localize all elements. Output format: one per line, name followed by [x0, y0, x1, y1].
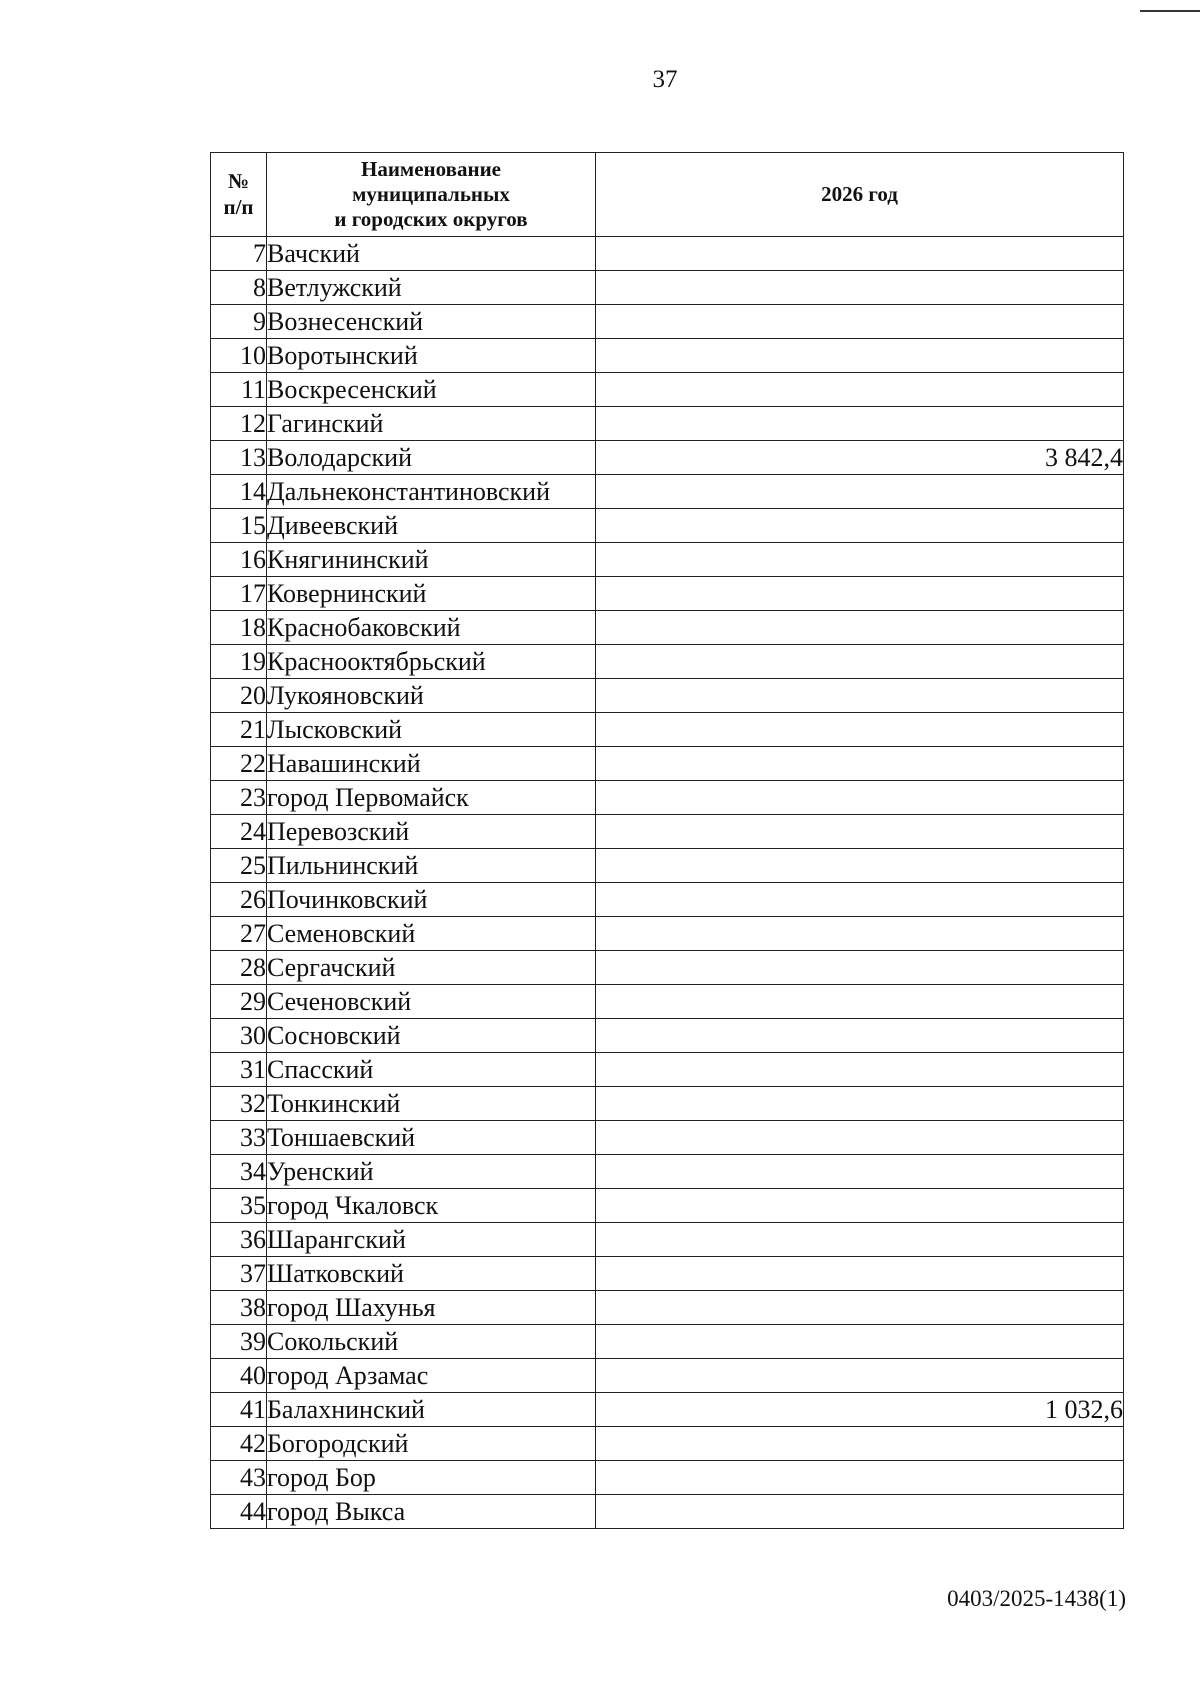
row-value [596, 883, 1124, 917]
row-name: Гагинский [267, 407, 596, 441]
row-name: Балахнинский [267, 1393, 596, 1427]
table-row [211, 951, 1124, 985]
row-number: 18 [211, 611, 267, 645]
table-row [211, 1495, 1124, 1529]
table-row [211, 577, 1124, 611]
page-number: 37 [652, 66, 678, 93]
row-value: 1 032,6 [596, 1393, 1124, 1427]
row-number: 19 [211, 645, 267, 679]
row-name: Дальнеконстантиновский [267, 475, 596, 509]
row-name: Краснооктябрьский [267, 645, 596, 679]
row-name: город Выкса [267, 1495, 596, 1529]
table-row [211, 407, 1124, 441]
row-number: 23 [211, 781, 267, 815]
row-name: город Шахунья [267, 1291, 596, 1325]
row-number: 35 [211, 1189, 267, 1223]
row-name: Починковский [267, 883, 596, 917]
row-name: Семеновский [267, 917, 596, 951]
row-number: 15 [211, 509, 267, 543]
table-row [211, 1189, 1124, 1223]
row-name: город Арзамас [267, 1359, 596, 1393]
row-value [596, 1223, 1124, 1257]
corner-mark [1140, 0, 1200, 12]
row-value [596, 509, 1124, 543]
table-row [211, 475, 1124, 509]
row-name: Сергачский [267, 951, 596, 985]
table-row [211, 645, 1124, 679]
row-name: Сокольский [267, 1325, 596, 1359]
table-row [211, 917, 1124, 951]
row-value [596, 1461, 1124, 1495]
table-row [211, 543, 1124, 577]
row-number: 13 [211, 441, 267, 475]
table-row [211, 883, 1124, 917]
row-value [596, 1189, 1124, 1223]
row-value [596, 645, 1124, 679]
table-row [211, 271, 1124, 305]
row-number: 9 [211, 305, 267, 339]
table-row [211, 1427, 1124, 1461]
row-number: 44 [211, 1495, 267, 1529]
table-row [211, 781, 1124, 815]
row-name: город Бор [267, 1461, 596, 1495]
row-name: Тонкинский [267, 1087, 596, 1121]
row-name: Володарский [267, 441, 596, 475]
row-name: Краснобаковский [267, 611, 596, 645]
table-row [211, 441, 1124, 475]
table-row [211, 1019, 1124, 1053]
row-name: Навашинский [267, 747, 596, 781]
document-code: 0403/2025-1438(1) [947, 1586, 1126, 1611]
table-row [211, 1359, 1124, 1393]
header-name [267, 153, 596, 237]
row-number: 25 [211, 849, 267, 883]
table-header-row [211, 153, 1124, 237]
row-value [596, 339, 1124, 373]
row-name: город Чкаловск [267, 1189, 596, 1223]
row-name: Перевозский [267, 815, 596, 849]
row-number: 31 [211, 1053, 267, 1087]
row-value [596, 1053, 1124, 1087]
table-row [211, 1053, 1124, 1087]
table-row [211, 611, 1124, 645]
row-value [596, 543, 1124, 577]
table-row [211, 1393, 1124, 1427]
row-value [596, 1121, 1124, 1155]
row-value [596, 1019, 1124, 1053]
row-number: 12 [211, 407, 267, 441]
table-row [211, 237, 1124, 271]
row-name: Лукояновский [267, 679, 596, 713]
row-name: Дивеевский [267, 509, 596, 543]
row-number: 36 [211, 1223, 267, 1257]
table-row [211, 815, 1124, 849]
row-value [596, 985, 1124, 1019]
row-value [596, 1495, 1124, 1529]
row-name: Пильнинский [267, 849, 596, 883]
row-name: Богородский [267, 1427, 596, 1461]
header-number [211, 153, 267, 237]
row-number: 8 [211, 271, 267, 305]
row-value [596, 577, 1124, 611]
table-row [211, 1155, 1124, 1189]
allocation-table [210, 152, 1124, 1529]
row-value [596, 475, 1124, 509]
table-row [211, 747, 1124, 781]
table-row [211, 849, 1124, 883]
table-row [211, 1121, 1124, 1155]
table-row [211, 1461, 1124, 1495]
row-number: 16 [211, 543, 267, 577]
row-number: 14 [211, 475, 267, 509]
header-year [596, 153, 1124, 237]
row-name: Вачский [267, 237, 596, 271]
row-number: 34 [211, 1155, 267, 1189]
row-value [596, 1257, 1124, 1291]
row-number: 11 [211, 373, 267, 407]
row-name: Шарангский [267, 1223, 596, 1257]
table-row [211, 305, 1124, 339]
row-value [596, 1359, 1124, 1393]
table-row [211, 713, 1124, 747]
row-value [596, 237, 1124, 271]
row-value [596, 271, 1124, 305]
row-number: 32 [211, 1087, 267, 1121]
row-number: 10 [211, 339, 267, 373]
row-value [596, 407, 1124, 441]
row-number: 17 [211, 577, 267, 611]
row-name: Княгининский [267, 543, 596, 577]
row-name: Воскресенский [267, 373, 596, 407]
row-value [596, 951, 1124, 985]
row-value [596, 815, 1124, 849]
row-value [596, 1087, 1124, 1121]
table-row [211, 1223, 1124, 1257]
row-number: 28 [211, 951, 267, 985]
row-number: 33 [211, 1121, 267, 1155]
row-number: 40 [211, 1359, 267, 1393]
row-number: 29 [211, 985, 267, 1019]
row-value [596, 1325, 1124, 1359]
row-value [596, 373, 1124, 407]
row-number: 37 [211, 1257, 267, 1291]
row-number: 7 [211, 237, 267, 271]
row-value [596, 1291, 1124, 1325]
row-number: 24 [211, 815, 267, 849]
row-name: Ковернинский [267, 577, 596, 611]
row-name: Сеченовский [267, 985, 596, 1019]
row-name: Ветлужский [267, 271, 596, 305]
row-name: Уренский [267, 1155, 596, 1189]
table-row [211, 373, 1124, 407]
row-number: 43 [211, 1461, 267, 1495]
table-body [211, 237, 1124, 1529]
table-row [211, 509, 1124, 543]
row-number: 22 [211, 747, 267, 781]
row-value [596, 611, 1124, 645]
row-value [596, 747, 1124, 781]
header-number-text: № п/п [223, 169, 254, 219]
header-name-text: Наименование муниципальных и городских округов [334, 156, 528, 232]
row-value [596, 917, 1124, 951]
row-number: 38 [211, 1291, 267, 1325]
row-value [596, 1427, 1124, 1461]
row-name: Шатковский [267, 1257, 596, 1291]
row-number: 20 [211, 679, 267, 713]
table-row [211, 679, 1124, 713]
row-number: 26 [211, 883, 267, 917]
header-year-text: 2026 год [821, 181, 898, 206]
table-row [211, 1257, 1124, 1291]
row-number: 41 [211, 1393, 267, 1427]
row-value [596, 1155, 1124, 1189]
row-name: Тоншаевский [267, 1121, 596, 1155]
row-name: Спасский [267, 1053, 596, 1087]
row-value [596, 305, 1124, 339]
row-name: Лысковский [267, 713, 596, 747]
table-row [211, 339, 1124, 373]
row-number: 21 [211, 713, 267, 747]
row-value: 3 842,4 [596, 441, 1124, 475]
table-row [211, 1291, 1124, 1325]
row-number: 27 [211, 917, 267, 951]
table-row [211, 1325, 1124, 1359]
row-name: Воротынский [267, 339, 596, 373]
table-row [211, 1087, 1124, 1121]
row-name: Сосновский [267, 1019, 596, 1053]
row-number: 42 [211, 1427, 267, 1461]
row-number: 30 [211, 1019, 267, 1053]
row-number: 39 [211, 1325, 267, 1359]
row-value [596, 781, 1124, 815]
row-value [596, 713, 1124, 747]
row-name: Вознесенский [267, 305, 596, 339]
row-name: город Первомайск [267, 781, 596, 815]
row-value [596, 679, 1124, 713]
row-value [596, 849, 1124, 883]
table-row [211, 985, 1124, 1019]
